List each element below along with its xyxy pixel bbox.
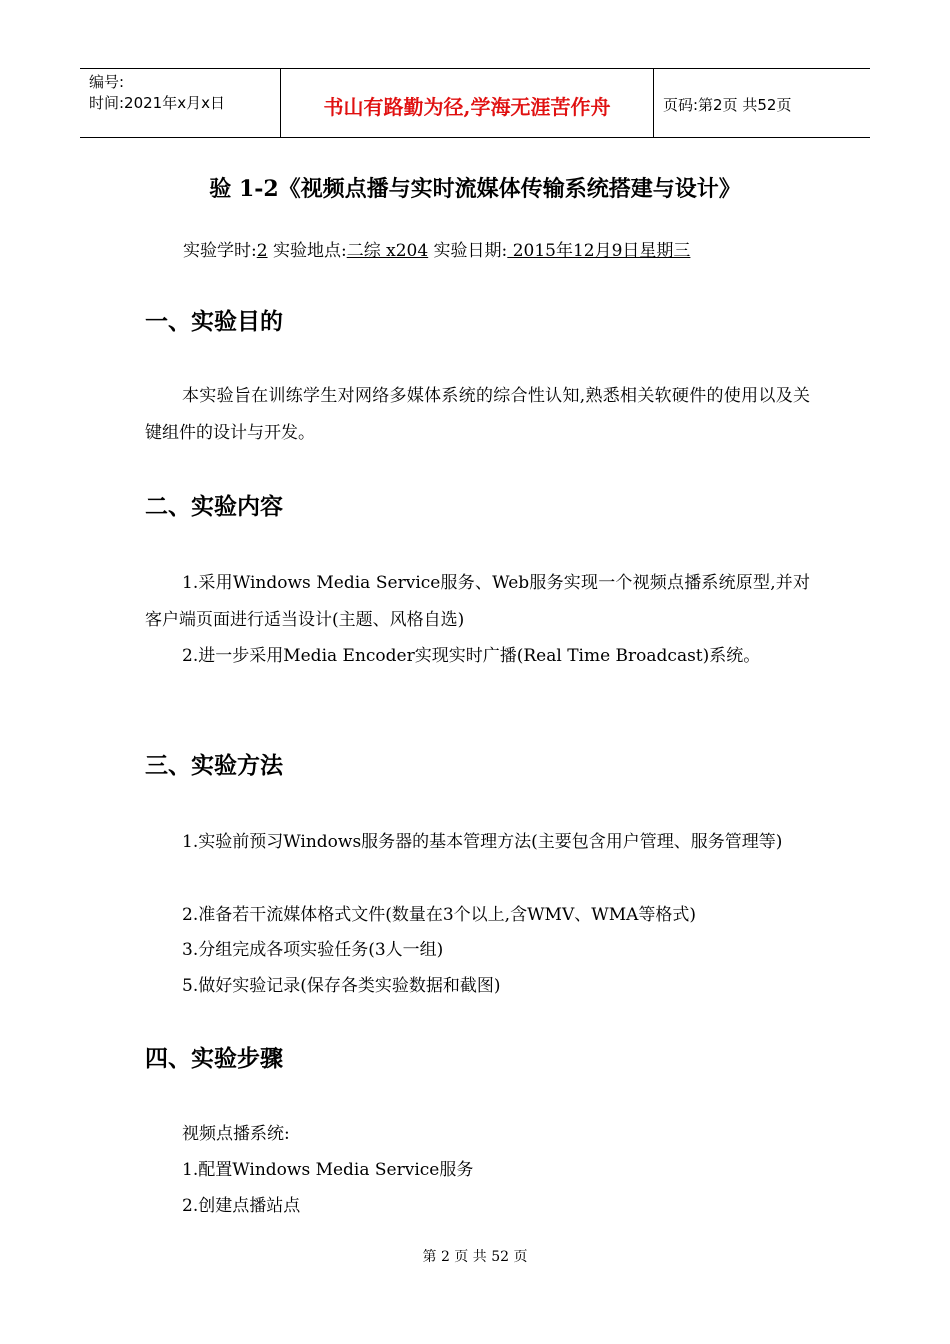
place-value: 二综 x204 — [346, 241, 429, 261]
section-heading-method: 三、实验方法 — [145, 752, 283, 779]
purpose-paragraph: 本实验旨在训练学生对网络多媒体系统的综合性认知,熟悉相关软硬件的使用以及关键组件的设计与开发。 — [145, 386, 810, 443]
place-label: 实验地点: — [267, 241, 347, 261]
time-label: 时间:2021年x月x日 — [89, 94, 225, 112]
section-heading-steps: 四、实验步骤 — [145, 1045, 283, 1072]
steps-item: 2.创建点播站点 — [182, 1196, 301, 1216]
content-item: 2.进一步采用Media Encoder实现实时广播(Real Time Broadcast)系统。 — [182, 646, 761, 666]
date-label: 实验日期: — [428, 241, 508, 261]
hours-label: 实验学时: — [183, 241, 257, 261]
steps-intro: 视频点播系统: — [182, 1124, 290, 1144]
document-header — [80, 68, 870, 138]
hours-value: 2 — [256, 241, 268, 261]
method-item: 3.分组完成各项实验任务(3人一组) — [182, 940, 444, 960]
method-item: 5.做好实验记录(保存各类实验数据和截图) — [182, 976, 501, 996]
experiment-meta — [183, 236, 690, 261]
steps-item: 1.配置Windows Media Service服务 — [182, 1160, 474, 1180]
number-label: 编号: — [89, 73, 125, 91]
date-value: 2015年12月9日星期三 — [507, 241, 691, 261]
method-item: 2.准备若干流媒体格式文件(数量在3个以上,含WMV、WMA等格式) — [182, 905, 697, 925]
content-item: 1.采用Windows Media Service服务、Web服务实现一个视频点播系统原型,并对客户端页面进行适当设计(主题、风格自选) — [145, 573, 810, 630]
page-info: 页码:第2页 共52页 — [663, 95, 792, 114]
section-heading-purpose: 一、实验目的 — [145, 308, 283, 335]
method-item: 1.实验前预习Windows服务器的基本管理方法(主要包含用户管理、服务管理等) — [182, 832, 783, 852]
header-info-cell — [80, 69, 281, 137]
page-footer: 第 2 页 共 52 页 — [422, 1249, 528, 1265]
document-title: 验 1-2《视频点播与实时流媒体传输系统搭建与设计》 — [209, 176, 741, 202]
motto: 书山有路勤为径,学海无涯苦作舟 — [281, 69, 654, 137]
section-heading-content: 二、实验内容 — [145, 493, 283, 520]
